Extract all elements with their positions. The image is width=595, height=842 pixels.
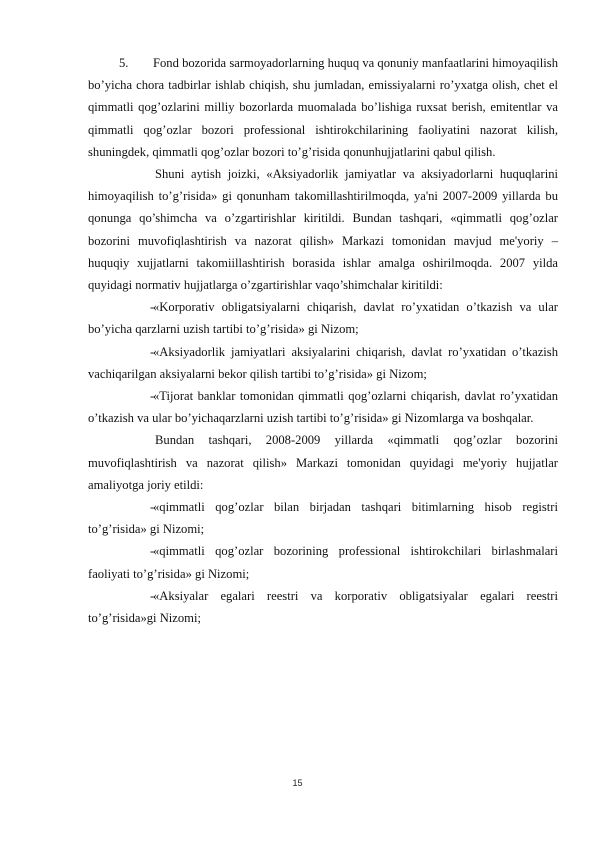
list-item xyxy=(88,341,558,385)
dash-marker: - xyxy=(150,544,155,559)
list-item xyxy=(88,496,558,540)
document-page xyxy=(88,52,558,629)
dash-marker: - xyxy=(150,500,155,515)
list-item-text: «Aksiyadorlik jamiyatlari aksiyalarini chiqarish, davlat ro’yxatidan o’tkazish vachiqarilgan aksiyalarni bekor qilish tartibi to’g’risida» gi Nizom; xyxy=(88,344,558,381)
dash-marker: - xyxy=(150,588,155,603)
dash-marker: - xyxy=(150,389,155,404)
list-item xyxy=(88,585,558,629)
list-item-text: «qimmatli qog’ozlar bilan birjadan tashqari bitimlarning hisob registri to’g’risida» gi Nizomi; xyxy=(88,500,558,537)
list-item-text: «qimmatli qog’ozlar bozorining professional ishtirokchilari birlashmalari faoliyati to’g’risida» gi Nizomi; xyxy=(88,544,558,581)
paragraph-1: Shuni aytish joizki, «Aksiyadorlik jamiyatlar va aksiyadorlarni huquqlarini himoyaqilish to’g’risida» gi qonunham takomillashtirilmoqda, ya'ni 2007-2009 yillarda bu qonunga qo’shimcha va o’zgartirishlar kiritildi. Bundan tashqari, «qimmatli qog’ozlar bozorini muvofiqlashtirish va nazorat qilish» Markazi tomonidan mavjud me'yoriy – huquqiy xujjatlarni takomiillashtirish borasida ishlar amalga oshirilmoqda. 2007 yilda quyidagi normativ hujjatlarga o’zgartirishlar vaqo’shimchalar kiritildi: xyxy=(88,167,558,293)
list-item xyxy=(88,540,558,584)
list-item-text: «Aksiyalar egalari reestri va korporativ obligatsiyalar egalari reestri to’g’risida»gi Nizomi; xyxy=(88,588,558,626)
item-text: Fond bozorida sarmoyadorlarning huquq va qonuniy manfaatlarini himoyaqilish bo’yicha chora tadbirlar ishlab chiqish, shu jumladan, emissiyalarni ro’yxatga olish, chet el qimmatli qog’ozlarini milliy bozorlarda muomalada bo’lishiga ruxsat berish, emitentlar va qimmatli qog’ozlar bozori professional ishtirokchilarining faoliyatini nazorat kilish, shuningdek, qimmatli qog’ozlar bozori to’g’risida qonunhujjatlarini qabul qilish. xyxy=(88,56,558,159)
numbered-item-5 xyxy=(88,52,558,163)
list-item xyxy=(88,385,558,429)
item-number: 5. xyxy=(119,56,129,70)
dash-marker: - xyxy=(150,344,155,359)
page-number: 15 xyxy=(292,778,303,788)
list-item-text: «Korporativ obligatsiyalarni chiqarish, davlat ro’yxatidan o’tkazish va ular bo’yicha qarzlarni uzish tartibi to’g’risida» gi Nizom; xyxy=(88,300,558,337)
list-item xyxy=(88,296,558,340)
paragraph-2: Bundan tashqari, 2008-2009 yillarda «qimmatli qog’ozlar bozorini muvofiqlashtirish va nazorat qilish» Markazi tomonidan quyidagi me'yoriy hujjatlar amaliyotga joriy etildi: xyxy=(88,433,558,492)
dash-marker: - xyxy=(150,300,155,315)
list-item-text: «Tijorat banklar tomonidan qimmatli qog’ozlarni chiqarish, davlat ro’yxatidan o’tkazish va ular bo’yichaqarzlarni uzish tartibi to’g’risida» gi Nizomlarga va boshqalar. xyxy=(88,389,558,426)
